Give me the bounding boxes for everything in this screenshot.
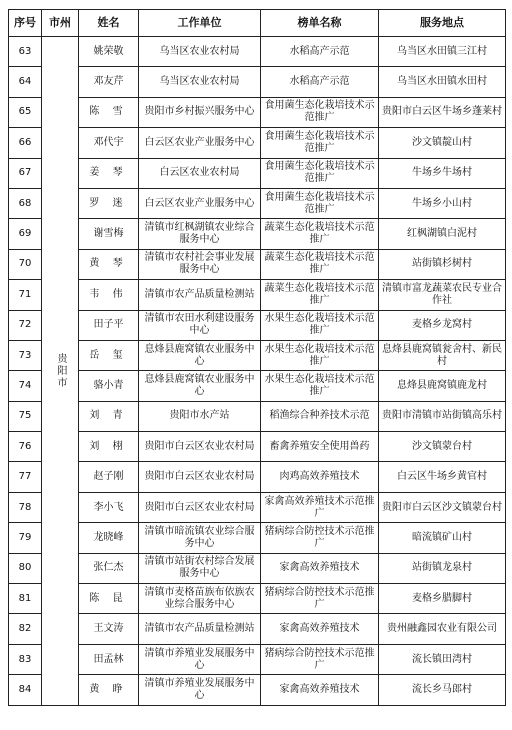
person-name: 陈 昆 bbox=[79, 584, 139, 614]
list-name: 猪病综合防控技术示范推广 bbox=[261, 644, 379, 674]
table-row bbox=[9, 371, 506, 401]
row-number: 66 bbox=[9, 128, 42, 158]
person-name: 岳 玺 bbox=[79, 340, 139, 370]
row-number: 80 bbox=[9, 553, 42, 583]
header-number: 序号 bbox=[9, 10, 42, 37]
header-city: 市州 bbox=[42, 10, 79, 37]
person-name: 黄 睁 bbox=[79, 675, 139, 705]
row-number: 76 bbox=[9, 432, 42, 462]
service-location: 乌当区水田镇三江村 bbox=[379, 37, 506, 67]
work-unit: 贵阳市白云区农业农村局 bbox=[139, 462, 261, 492]
header-name: 姓名 bbox=[79, 10, 139, 37]
person-name: 陈 雪 bbox=[79, 97, 139, 127]
row-number: 78 bbox=[9, 492, 42, 522]
service-location: 麦格乡腊脚村 bbox=[379, 584, 506, 614]
person-name: 龙晓峰 bbox=[79, 523, 139, 553]
row-number: 74 bbox=[9, 371, 42, 401]
awardee-table bbox=[8, 9, 506, 706]
service-location: 牛场乡小山村 bbox=[379, 188, 506, 218]
person-name: 谢雪梅 bbox=[79, 219, 139, 249]
row-number: 65 bbox=[9, 97, 42, 127]
person-name: 罗 迷 bbox=[79, 188, 139, 218]
service-location: 息烽县鹿窝镇瓮舍村、新民村 bbox=[379, 340, 506, 370]
person-name: 姜 琴 bbox=[79, 158, 139, 188]
work-unit: 清镇市麦格苗族布依族农业综合服务中心 bbox=[139, 584, 261, 614]
service-location: 清镇市富龙蔬菜农民专业合作社 bbox=[379, 280, 506, 310]
list-name: 猪病综合防控技术示范推广 bbox=[261, 584, 379, 614]
service-location: 白云区牛场乡黄官村 bbox=[379, 462, 506, 492]
person-name: 韦 伟 bbox=[79, 280, 139, 310]
work-unit: 清镇市农产品质量检测站 bbox=[139, 280, 261, 310]
row-number: 68 bbox=[9, 188, 42, 218]
table-row bbox=[9, 128, 506, 158]
work-unit: 白云区农业农村局 bbox=[139, 158, 261, 188]
work-unit: 清镇市养殖业发展服务中心 bbox=[139, 675, 261, 705]
list-name: 肉鸡高效养殖技术 bbox=[261, 462, 379, 492]
person-name: 刘 青 bbox=[79, 401, 139, 431]
service-location: 红枫湖镇白泥村 bbox=[379, 219, 506, 249]
table-row bbox=[9, 614, 506, 644]
service-location: 贵阳市白云区牛场乡蓬莱村 bbox=[379, 97, 506, 127]
table-row bbox=[9, 401, 506, 431]
service-location: 乌当区水田镇水田村 bbox=[379, 67, 506, 97]
person-name: 黄 琴 bbox=[79, 249, 139, 279]
list-name: 水稻高产示范 bbox=[261, 37, 379, 67]
service-location: 沙文镇蒙台村 bbox=[379, 432, 506, 462]
list-name: 稻渔综合种养技术示范 bbox=[261, 401, 379, 431]
person-name: 张仁杰 bbox=[79, 553, 139, 583]
list-name: 猪病综合防控技术示范推广 bbox=[261, 523, 379, 553]
header-work-unit: 工作单位 bbox=[139, 10, 261, 37]
table-row bbox=[9, 249, 506, 279]
work-unit: 白云区农业产业服务中心 bbox=[139, 128, 261, 158]
person-name: 骆小青 bbox=[79, 371, 139, 401]
work-unit: 清镇市农田水利建设服务中心 bbox=[139, 310, 261, 340]
row-number: 73 bbox=[9, 340, 42, 370]
work-unit: 清镇市红枫湖镇农业综合服务中心 bbox=[139, 219, 261, 249]
service-location: 流长镇田湾村 bbox=[379, 644, 506, 674]
list-name: 水果生态化栽培技术示范推广 bbox=[261, 371, 379, 401]
table-row bbox=[9, 523, 506, 553]
table-row bbox=[9, 553, 506, 583]
list-name: 家禽高效养殖技术示范推广 bbox=[261, 492, 379, 522]
person-name: 邓代宇 bbox=[79, 128, 139, 158]
table-row bbox=[9, 432, 506, 462]
table-row bbox=[9, 158, 506, 188]
person-name: 姚荣敬 bbox=[79, 37, 139, 67]
row-number: 82 bbox=[9, 614, 42, 644]
table-row bbox=[9, 584, 506, 614]
table-row bbox=[9, 644, 506, 674]
row-number: 84 bbox=[9, 675, 42, 705]
row-number: 77 bbox=[9, 462, 42, 492]
service-location: 贵阳市白云区沙文镇蒙台村 bbox=[379, 492, 506, 522]
table-row bbox=[9, 219, 506, 249]
list-name: 蔬菜生态化栽培技术示范推广 bbox=[261, 219, 379, 249]
row-number: 83 bbox=[9, 644, 42, 674]
row-number: 81 bbox=[9, 584, 42, 614]
table-row bbox=[9, 67, 506, 97]
table-row bbox=[9, 37, 506, 67]
row-number: 69 bbox=[9, 219, 42, 249]
row-number: 67 bbox=[9, 158, 42, 188]
list-name: 畜禽养殖安全使用兽药 bbox=[261, 432, 379, 462]
list-name: 食用菌生态化栽培技术示范推广 bbox=[261, 97, 379, 127]
work-unit: 清镇市农产品质量检测站 bbox=[139, 614, 261, 644]
row-number: 63 bbox=[9, 37, 42, 67]
service-location: 麦格乡龙窝村 bbox=[379, 310, 506, 340]
service-location: 暗流镇矿山村 bbox=[379, 523, 506, 553]
table-row bbox=[9, 340, 506, 370]
person-name: 赵子刚 bbox=[79, 462, 139, 492]
table-header-row bbox=[9, 10, 506, 37]
row-number: 79 bbox=[9, 523, 42, 553]
person-name: 李小飞 bbox=[79, 492, 139, 522]
service-location: 息烽县鹿窝镇鹿龙村 bbox=[379, 371, 506, 401]
table-row bbox=[9, 492, 506, 522]
person-name: 邓友芹 bbox=[79, 67, 139, 97]
work-unit: 清镇市农村社会事业发展服务中心 bbox=[139, 249, 261, 279]
row-number: 71 bbox=[9, 280, 42, 310]
row-number: 72 bbox=[9, 310, 42, 340]
work-unit: 贵阳市水产站 bbox=[139, 401, 261, 431]
service-location: 沙文镇靛山村 bbox=[379, 128, 506, 158]
work-unit: 乌当区农业农村局 bbox=[139, 67, 261, 97]
work-unit: 贵阳市白云区农业农村局 bbox=[139, 492, 261, 522]
service-location: 贵州融鑫园农业有限公司 bbox=[379, 614, 506, 644]
person-name: 刘 栩 bbox=[79, 432, 139, 462]
service-location: 流长乡马郎村 bbox=[379, 675, 506, 705]
row-number: 75 bbox=[9, 401, 42, 431]
table-row bbox=[9, 97, 506, 127]
work-unit: 清镇市站街农村综合发展服务中心 bbox=[139, 553, 261, 583]
person-name: 田孟林 bbox=[79, 644, 139, 674]
list-name: 水果生态化栽培技术示范推广 bbox=[261, 340, 379, 370]
table-row bbox=[9, 280, 506, 310]
service-location: 贵阳市清镇市站街镇高乐村 bbox=[379, 401, 506, 431]
list-name: 水稻高产示范 bbox=[261, 67, 379, 97]
table-row bbox=[9, 310, 506, 340]
list-name: 家禽高效养殖技术 bbox=[261, 675, 379, 705]
list-name: 食用菌生态化栽培技术示范推广 bbox=[261, 158, 379, 188]
list-name: 家禽高效养殖技术 bbox=[261, 614, 379, 644]
work-unit: 息烽县鹿窝镇农业服务中心 bbox=[139, 371, 261, 401]
row-number: 70 bbox=[9, 249, 42, 279]
list-name: 水果生态化栽培技术示范推广 bbox=[261, 310, 379, 340]
work-unit: 清镇市暗流镇农业综合服务中心 bbox=[139, 523, 261, 553]
row-number: 64 bbox=[9, 67, 42, 97]
header-service-location: 服务地点 bbox=[379, 10, 506, 37]
person-name: 王文涛 bbox=[79, 614, 139, 644]
list-name: 家禽高效养殖技术 bbox=[261, 553, 379, 583]
work-unit: 乌当区农业农村局 bbox=[139, 37, 261, 67]
list-name: 蔬菜生态化栽培技术示范推广 bbox=[261, 280, 379, 310]
person-name: 田子平 bbox=[79, 310, 139, 340]
list-name: 蔬菜生态化栽培技术示范推广 bbox=[261, 249, 379, 279]
work-unit: 白云区农业产业服务中心 bbox=[139, 188, 261, 218]
header-list-name: 榜单名称 bbox=[261, 10, 379, 37]
work-unit: 息烽县鹿窝镇农业服务中心 bbox=[139, 340, 261, 370]
work-unit: 贵阳市白云区农业农村局 bbox=[139, 432, 261, 462]
work-unit: 贵阳市乡村振兴服务中心 bbox=[139, 97, 261, 127]
service-location: 站街镇杉树村 bbox=[379, 249, 506, 279]
city-cell: 贵阳市 bbox=[42, 37, 79, 706]
work-unit: 清镇市养殖业发展服务中心 bbox=[139, 644, 261, 674]
table-row bbox=[9, 188, 506, 218]
table-row bbox=[9, 462, 506, 492]
list-name: 食用菌生态化栽培技术示范推广 bbox=[261, 188, 379, 218]
service-location: 牛场乡牛场村 bbox=[379, 158, 506, 188]
list-name: 食用菌生态化栽培技术示范推广 bbox=[261, 128, 379, 158]
service-location: 站街镇龙泉村 bbox=[379, 553, 506, 583]
table-row bbox=[9, 675, 506, 705]
